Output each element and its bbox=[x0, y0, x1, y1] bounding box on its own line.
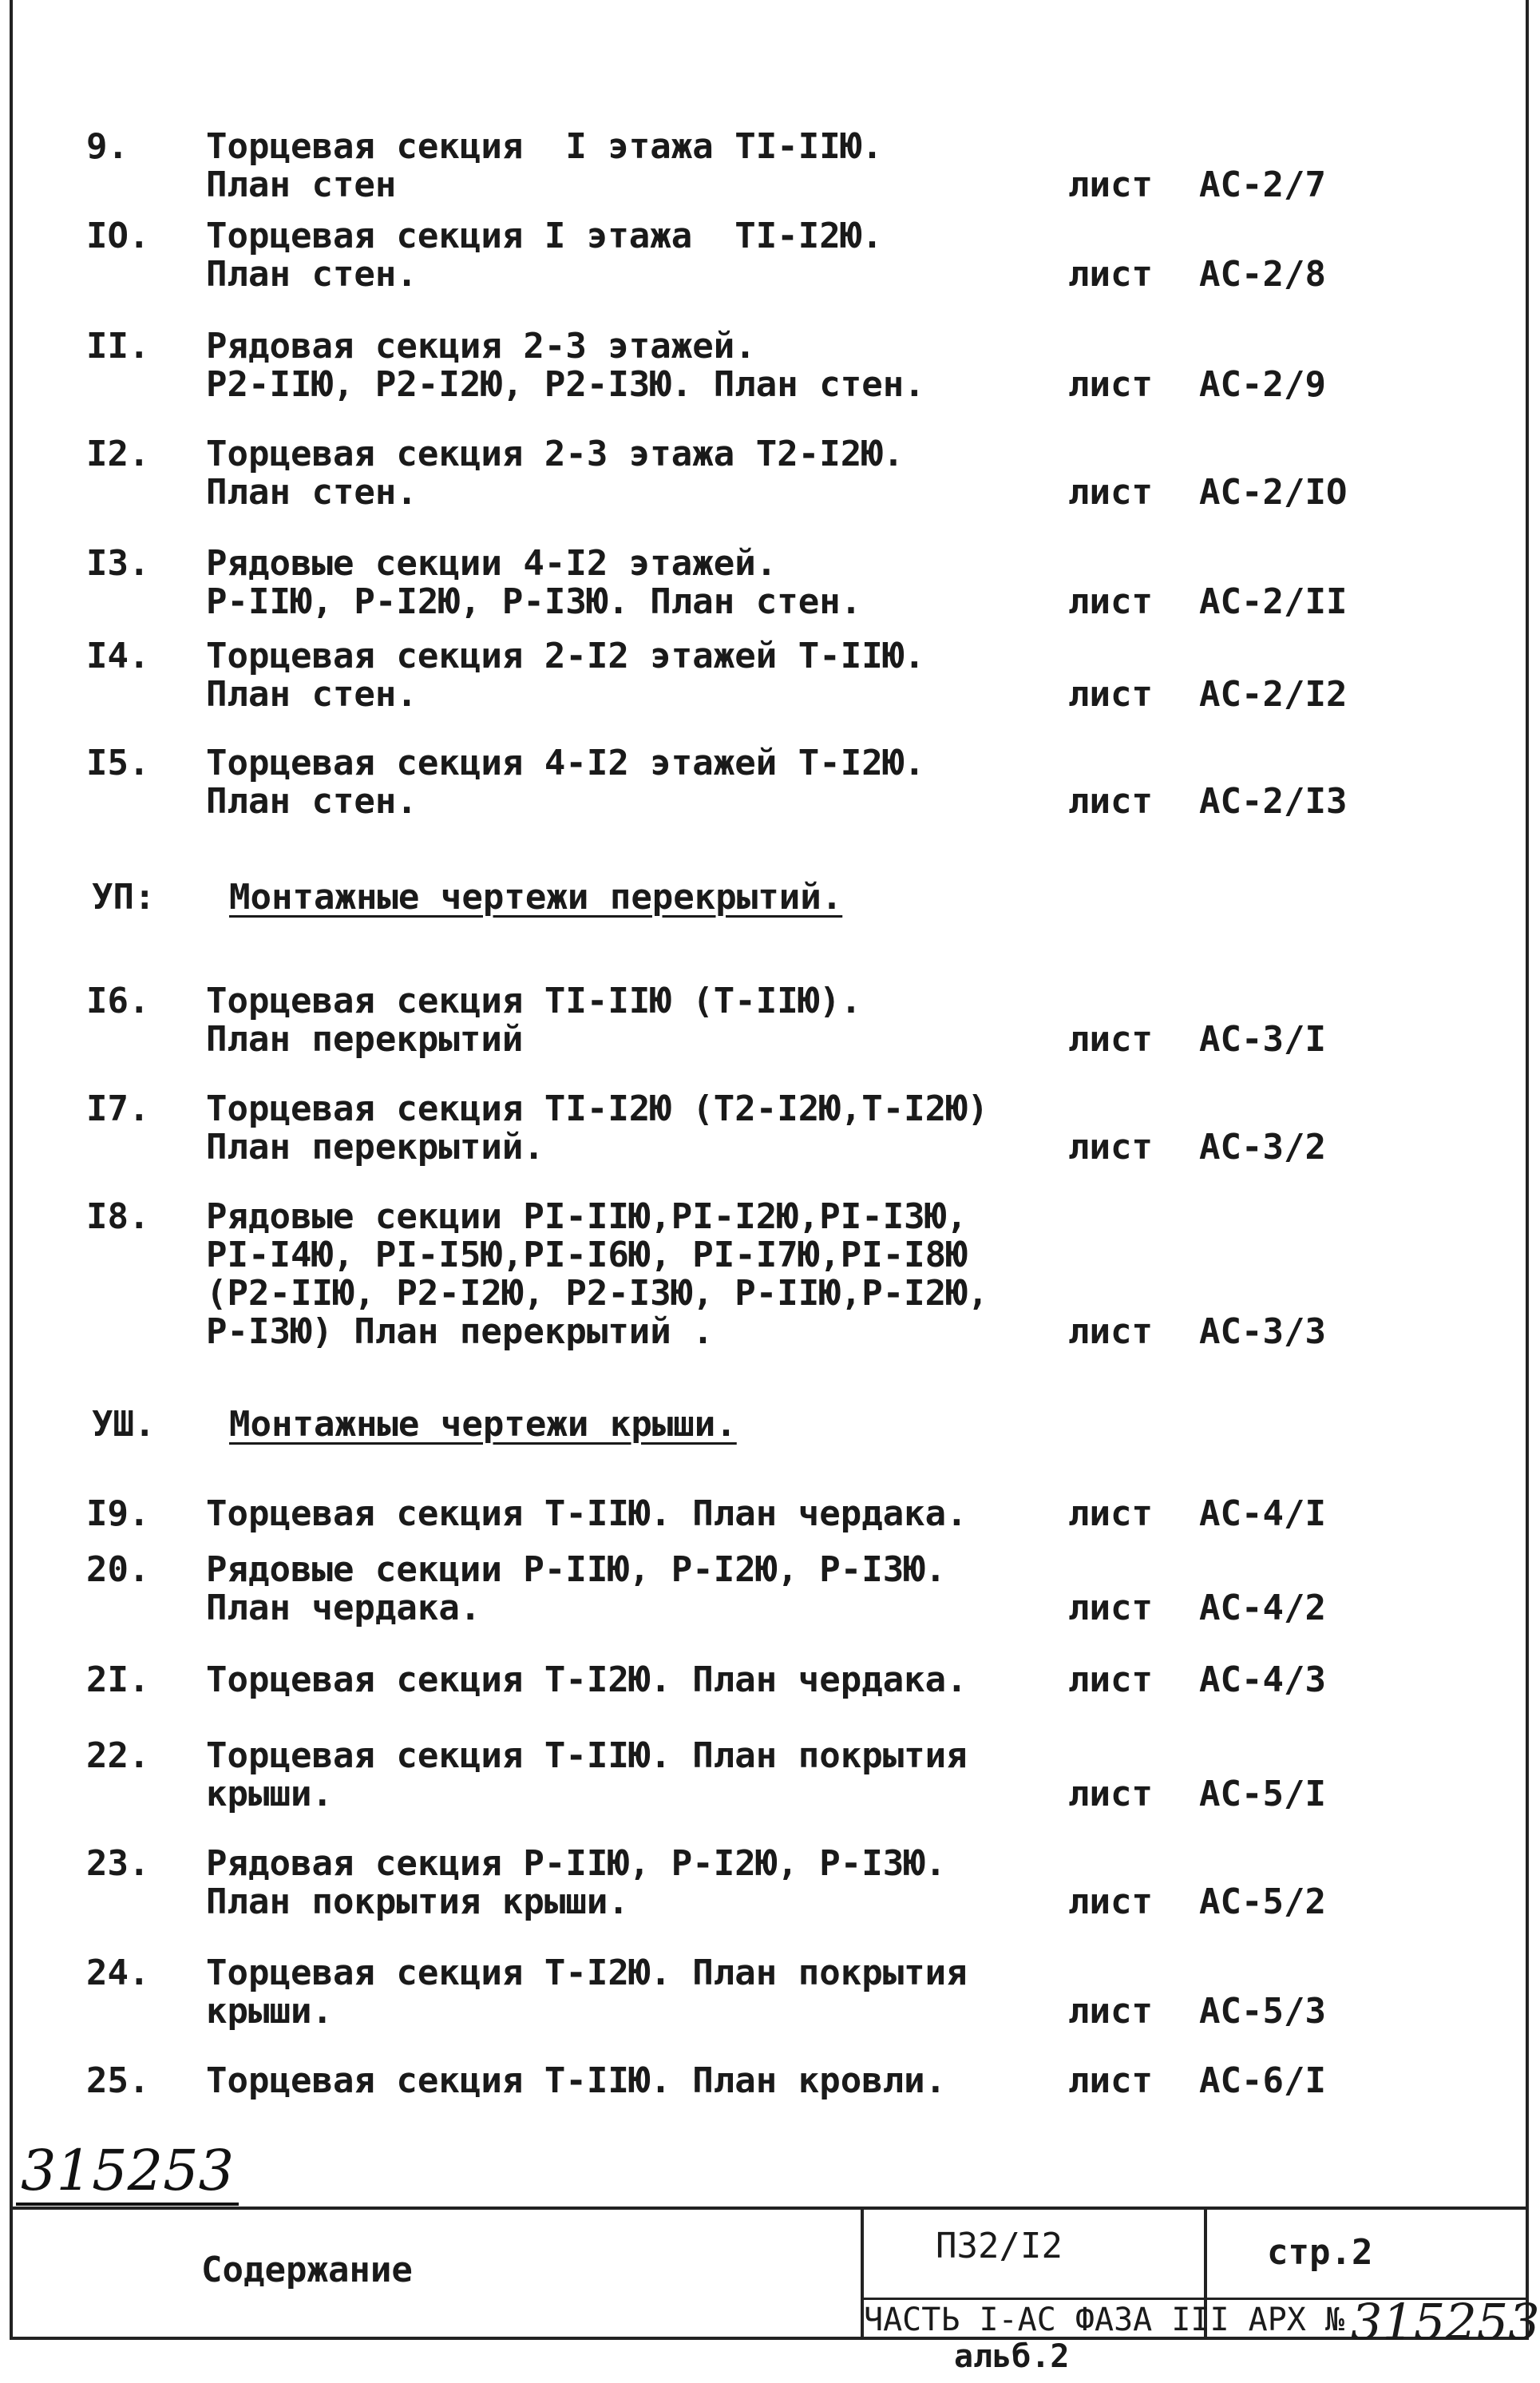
entry-sheet-label: лист bbox=[1068, 1774, 1153, 1814]
entry-number: I5. bbox=[86, 743, 150, 783]
entry-sheet-code: АС-3/3 bbox=[1199, 1311, 1326, 1352]
stamp-page-number: стр.2 bbox=[1267, 2232, 1373, 2273]
entry-number: 2I. bbox=[86, 1659, 150, 1700]
entry-sheet-label: лист bbox=[1068, 254, 1153, 295]
entry-sheet-code: АС-4/I bbox=[1199, 1493, 1326, 1534]
handwritten-archive-number: 315253 bbox=[16, 2139, 239, 2206]
section-number: УП: bbox=[92, 877, 156, 918]
entry-description-line: Торцевая секция Т-IIЮ. План чердака. bbox=[206, 1493, 968, 1534]
section-number: УШ. bbox=[92, 1404, 156, 1445]
stamp-subline: ЧАСТЬ I-АС ФАЗА III АРХ № bbox=[864, 2302, 1345, 2338]
entry-description-line: Р2-IIЮ, Р2-I2Ю, Р2-I3Ю. План стен. bbox=[206, 364, 925, 405]
entry-description-line: План стен. bbox=[206, 674, 418, 715]
entry-sheet-label: лист bbox=[1068, 1493, 1153, 1534]
entry-description-line: Торцевая секция 2-I2 этажей Т-IIЮ. bbox=[206, 636, 925, 676]
section-title: Монтажные чертежи крыши. bbox=[229, 1404, 737, 1445]
entry-description-line: Торцевая секция Т-I2Ю. План покрытия bbox=[206, 1953, 968, 1993]
entry-sheet-code: АС-2/I2 bbox=[1199, 674, 1348, 715]
entry-description-line: План покрытия крыши. bbox=[206, 1881, 629, 1922]
entry-description-line: Рядовые секции PI-IIЮ,PI-I2Ю,PI-I3Ю, bbox=[206, 1196, 968, 1237]
entry-description-line: План стен. bbox=[206, 781, 418, 822]
entry-number: I6. bbox=[86, 981, 150, 1021]
entry-description-line: Рядовая секция Р-IIЮ, Р-I2Ю, Р-I3Ю. bbox=[206, 1843, 947, 1884]
stamp-archive-number: 315253 bbox=[1351, 2293, 1540, 2351]
entry-number: I9. bbox=[86, 1493, 150, 1534]
title-block bbox=[10, 2207, 1540, 2351]
entry-description-line: (Р2-IIЮ, Р2-I2Ю, Р2-I3Ю, Р-IIЮ,Р-I2Ю, bbox=[206, 1273, 989, 1314]
entry-description-line: План перекрытий bbox=[206, 1019, 524, 1060]
entry-description-line: Торцевая секция TI-IIЮ (Т-IIЮ). bbox=[206, 981, 862, 1021]
entry-number: 22. bbox=[86, 1735, 150, 1776]
entry-sheet-code: АС-5/I bbox=[1199, 1774, 1326, 1814]
entry-description-line: План стен. bbox=[206, 472, 418, 513]
entry-sheet-label: лист bbox=[1068, 1881, 1153, 1922]
entry-description-line: Рядовые секции 4-I2 этажей. bbox=[206, 543, 778, 584]
entry-description-line: крыши. bbox=[206, 1774, 333, 1814]
entry-number: I8. bbox=[86, 1196, 150, 1237]
entry-sheet-code: АС-5/3 bbox=[1199, 1991, 1326, 2032]
entry-number: 25. bbox=[86, 2060, 150, 2101]
entry-description-line: Торцевая секция 4-I2 этажей Т-I2Ю. bbox=[206, 743, 925, 783]
entry-sheet-code: АС-5/2 bbox=[1199, 1881, 1326, 1922]
entry-description-line: План перекрытий. bbox=[206, 1127, 544, 1168]
entry-description-line: Торцевая секция Т-IIЮ. План кровли. bbox=[206, 2060, 947, 2101]
entry-sheet-label: лист bbox=[1068, 1588, 1153, 1628]
entry-sheet-code: АС-2/IO bbox=[1199, 472, 1348, 513]
entry-sheet-code: АС-6/I bbox=[1199, 2060, 1326, 2101]
entry-sheet-label: лист bbox=[1068, 2060, 1153, 2101]
entry-sheet-code: АС-4/2 bbox=[1199, 1588, 1326, 1628]
entry-sheet-label: лист bbox=[1068, 165, 1153, 205]
entry-sheet-label: лист bbox=[1068, 1127, 1153, 1168]
entry-description-line: План чердака. bbox=[206, 1588, 481, 1628]
stamp-document-code: П32/I2 bbox=[936, 2226, 1063, 2266]
entry-number: I4. bbox=[86, 636, 150, 676]
entry-sheet-label: лист bbox=[1068, 581, 1153, 622]
entry-number: I7. bbox=[86, 1088, 150, 1129]
album-label: альб.2 bbox=[954, 2338, 1070, 2375]
entry-sheet-code: АС-2/7 bbox=[1199, 165, 1326, 205]
entry-sheet-code: АС-2/9 bbox=[1199, 364, 1326, 405]
entry-number: 20. bbox=[86, 1549, 150, 1590]
entry-description-line: Торцевая секция 2-3 этажа Т2-I2Ю. bbox=[206, 434, 905, 474]
entry-sheet-label: лист bbox=[1068, 364, 1153, 405]
entry-sheet-code: АС-3/I bbox=[1199, 1019, 1326, 1060]
entry-sheet-label: лист bbox=[1068, 781, 1153, 822]
entry-number: 23. bbox=[86, 1843, 150, 1884]
entry-number: 24. bbox=[86, 1953, 150, 1993]
entry-description-line: Торцевая секция TI-I2Ю (Т2-I2Ю,Т-I2Ю) bbox=[206, 1088, 989, 1129]
entry-description-line: План стен. bbox=[206, 254, 418, 295]
entry-sheet-label: лист bbox=[1068, 472, 1153, 513]
entry-sheet-label: лист bbox=[1068, 1659, 1153, 1700]
stamp-title: Содержание bbox=[201, 2250, 413, 2290]
entry-description-line: Торцевая секция Т-IIЮ. План покрытия bbox=[206, 1735, 968, 1776]
entry-description-line: Р-I3Ю) План перекрытий . bbox=[206, 1311, 714, 1352]
entry-number: I3. bbox=[86, 543, 150, 584]
entry-sheet-label: лист bbox=[1068, 674, 1153, 715]
entry-number: I2. bbox=[86, 434, 150, 474]
entry-description-line: План стен bbox=[206, 165, 397, 205]
entry-sheet-label: лист bbox=[1068, 1991, 1153, 2032]
entry-sheet-label: лист bbox=[1068, 1019, 1153, 1060]
entry-description-line: Торцевая секция I этажа TI-IIЮ. bbox=[206, 126, 883, 167]
entry-sheet-code: АС-4/3 bbox=[1199, 1659, 1326, 1700]
entry-description-line: Р-IIЮ, Р-I2Ю, Р-I3Ю. План стен. bbox=[206, 581, 862, 622]
entry-sheet-code: АС-2/II bbox=[1199, 581, 1348, 622]
entry-description-line: Рядовая секция 2-3 этажей. bbox=[206, 326, 756, 367]
entry-number: 9. bbox=[86, 126, 129, 167]
entry-description-line: крыши. bbox=[206, 1991, 333, 2032]
entry-number: II. bbox=[86, 326, 150, 367]
entry-description-line: PI-I4Ю, PI-I5Ю,PI-I6Ю, PI-I7Ю,PI-I8Ю bbox=[206, 1235, 968, 1275]
entry-sheet-label: лист bbox=[1068, 1311, 1153, 1352]
entry-sheet-code: АС-2/I3 bbox=[1199, 781, 1348, 822]
entry-description-line: Рядовые секции Р-IIЮ, Р-I2Ю, Р-I3Ю. bbox=[206, 1549, 947, 1590]
entry-sheet-code: АС-3/2 bbox=[1199, 1127, 1326, 1168]
entry-description-line: Торцевая секция I этажа TI-I2Ю. bbox=[206, 216, 883, 256]
entry-number: IO. bbox=[86, 216, 150, 256]
section-title: Монтажные чертежи перекрытий. bbox=[229, 877, 843, 918]
entry-sheet-code: АС-2/8 bbox=[1199, 254, 1326, 295]
entry-description-line: Торцевая секция Т-I2Ю. План чердака. bbox=[206, 1659, 968, 1700]
